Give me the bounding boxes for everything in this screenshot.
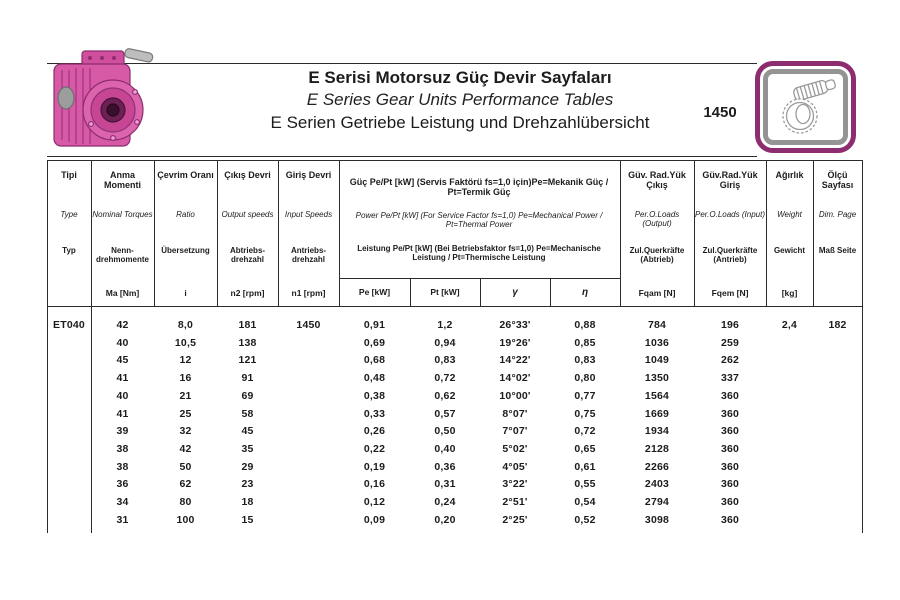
col-label-tr: Giriş Devri [285,170,332,180]
table-row [0,389,900,403]
table-cell: 0,83 [574,354,596,367]
table-cell: 0,20 [434,513,456,526]
col-label-de: Antriebs-drehzahl [290,246,327,264]
table-cell: 42 [116,319,129,331]
table-cell: 40 [116,336,129,349]
table-cell: 0,52 [574,513,596,526]
table-cell: 1049 [644,354,670,367]
subheader-pt: Pt [kW] [430,287,460,297]
header-col-torque [91,160,154,306]
col-label-en: Weight [777,210,802,219]
table-cell: 31 [116,513,129,526]
table-cell: 29 [241,460,254,473]
table-cell: 3°22' [502,478,528,491]
table-cell: 0,09 [363,513,386,526]
table-cell: 38 [116,460,129,473]
table-cell: 0,91 [363,319,386,331]
col-label-unit: Fqem [N] [711,288,749,298]
table-cell: 0,50 [434,425,456,438]
table-row [0,442,900,456]
table-row [0,460,900,474]
table-cell: 0,40 [434,442,456,455]
col-label-unit: i [184,288,187,298]
table-cell: 2°25' [502,513,528,526]
subheader-gamma: γ [512,286,518,298]
col-label-en: Per.O.Loads (Output) [634,210,680,228]
table-cell: 0,22 [363,442,386,455]
header-col-ratio [154,160,217,306]
page-title-turkish: E Serisi Motorsuz Güç Devir Sayfaları [308,68,612,87]
table-cell: 7°07' [502,425,528,438]
table-cell: 18 [241,496,254,508]
col-label-en: Input Speeds [284,210,333,219]
table-cell: 360 [720,478,740,491]
table-cell: 15 [241,513,254,526]
table-cell: 50 [179,460,192,473]
header-col-output-speed [217,160,278,306]
title-block [170,67,750,134]
header-col-radial-load-input [694,160,766,306]
table-cell: 0,88 [574,319,596,331]
table-cell: 138 [238,336,257,349]
table-cell: 2266 [644,460,670,473]
table-cell: 5°02' [502,442,528,455]
table-cell: 360 [720,496,740,508]
col-label-unit: Fqam [N] [638,288,676,298]
table-cell: 0,77 [574,389,596,402]
table-cell: 8°07' [502,407,528,420]
col-label-de: Gewicht [773,246,806,255]
table-cell: 0,54 [574,496,596,508]
col-label-unit: n2 [rpm] [230,288,265,298]
table-cell: 62 [179,478,192,491]
table-row [0,371,900,385]
header-col-radial-load-output [620,160,694,306]
table-cell: 58 [241,407,254,420]
table-cell: 196 [720,319,740,331]
table-cell: 26°33' [499,319,531,331]
col-label-tr: Anma Momenti [104,170,141,190]
table-cell: 121 [238,354,257,367]
table-cell: 1669 [644,407,670,420]
table-cell: 0,62 [434,389,456,402]
page-title-german: E Serien Getriebe Leistung und Drehzahlübersicht [270,113,650,132]
table-cell: 3098 [644,513,670,526]
table-cell: 1036 [644,336,670,349]
table-cell: 784 [647,319,667,331]
table-cell: 360 [720,513,740,526]
table-cell: 41 [116,407,129,420]
col-label-en: Type [60,210,78,219]
table-cell: 69 [241,389,254,402]
col-label-en: Dim. Page [818,210,857,219]
table-row [0,336,900,350]
table-cell: 2,4 [781,319,798,331]
table-cell: ET040 [53,319,85,331]
header-col-weight [766,160,813,306]
table-cell: 8,0 [177,319,194,331]
table-row [0,424,900,438]
header-col-dimension-page [813,160,862,306]
col-label-de: Zul.Querkräfte (Antrieb) [702,246,758,264]
col-label-tr: Güv. Rad.Yük Çıkış [628,170,686,190]
col-label-de: Nenn-drehmomente [96,246,149,264]
power-group-label-tr: Güç Pe/Pt [kW] (Servis Faktörü fs=1,0 için)Pe=Mekanik Güç / Pt=Termik Güç [349,176,609,197]
subheader-eta: η [581,286,589,298]
grid-line [862,160,863,306]
table-cell: 34 [116,496,129,508]
table-cell: 39 [116,425,129,438]
col-label-en: Output speeds [221,210,274,219]
table-cell: 0,75 [574,407,596,420]
table-cell: 36 [116,478,129,491]
table-cell: 14°22' [499,354,531,367]
table-cell: 0,68 [363,354,386,367]
table-cell: 0,72 [434,372,456,385]
col-label-de: Maß Seite [818,246,857,255]
table-row [0,407,900,421]
table-cell: 182 [828,319,847,331]
table-cell: 38 [116,442,129,455]
table-cell: 41 [116,372,129,385]
table-cell: 1450 [296,319,321,331]
table-cell: 0,31 [434,478,456,491]
table-cell: 45 [116,354,129,367]
table-cell: 25 [179,407,192,420]
table-cell: 100 [176,513,195,526]
table-cell: 4°05' [502,460,528,473]
table-cell: 2794 [644,496,670,508]
table-cell: 2°51' [502,496,528,508]
col-label-en: Per.O.Loads (Input) [695,210,765,219]
table-cell: 262 [720,354,740,367]
subheader-pe: Pe [kW] [358,287,391,297]
table-cell: 337 [720,372,740,385]
page-title-english: E Series Gear Units Performance Tables [306,90,614,109]
table-row [0,318,900,332]
col-label-tr: Ölçü Sayfası [821,170,854,190]
col-label-unit: Ma [Nm] [105,288,140,298]
col-label-tr: Tipi [61,170,77,180]
table-cell: 0,19 [363,460,386,473]
table-cell: 2128 [644,442,670,455]
col-label-tr: Çevrim Oranı [157,170,214,180]
table-cell: 0,12 [363,496,386,508]
col-label-unit: n1 [rpm] [291,288,326,298]
table-cell: 23 [241,478,254,491]
table-cell: 0,57 [434,407,456,420]
table-cell: 12 [179,354,192,367]
col-label-tr: Çıkış Devri [224,170,271,180]
table-cell: 0,48 [363,372,386,385]
table-cell: 0,24 [434,496,456,508]
table-cell: 0,65 [574,442,596,455]
table-row [0,353,900,367]
table-cell: 0,16 [363,478,386,491]
table-cell: 0,69 [363,336,386,349]
worm-gear-icon-box [755,61,856,153]
table-row [0,477,900,491]
table-cell: 0,72 [574,425,596,438]
table-cell: 14°02' [499,372,531,385]
table-cell: 2403 [644,478,670,491]
table-cell: 0,94 [434,336,456,349]
table-cell: 1934 [644,425,670,438]
table-cell: 1,2 [437,319,453,331]
table-cell: 360 [720,407,740,420]
table-cell: 0,26 [363,425,386,438]
table-cell: 0,38 [363,389,386,402]
table-cell: 0,36 [434,460,456,473]
col-label-de: Übersetzung [161,246,210,255]
table-row [0,513,900,527]
table-cell: 10°00' [499,389,531,402]
table-cell: 259 [720,336,740,349]
table-cell: 360 [720,442,740,455]
table-cell: 0,83 [434,354,456,367]
col-label-de: Abtriebs-drehzahl [229,246,266,264]
table-cell: 91 [241,372,254,385]
header-col-input-speed [278,160,339,306]
table-cell: 42 [179,442,192,455]
table-cell: 360 [720,460,740,473]
power-group-label-de: Leistung Pe/Pt [kW] (Bei Betriebsfaktor fs=1,0) Pe=Mechanische Leistung / Pt=Thermische Leistung [357,243,601,262]
table-cell: 0,85 [574,336,596,349]
table-cell: 0,61 [574,460,596,473]
table-cell: 10,5 [174,336,197,349]
table-cell: 19°26' [499,336,531,349]
table-cell: 80 [179,496,192,508]
col-label-de: Typ [62,246,76,255]
table-row [0,495,900,509]
col-label-tr: Güv.Rad.Yük Giriş [702,170,758,190]
worm-gear-icon [774,77,838,137]
table-cell: 360 [720,425,740,438]
col-label-tr: Ağırlık [775,170,804,180]
table-cell: 45 [241,425,254,438]
header-col-type [47,160,91,306]
table-cell: 1564 [644,389,670,402]
table-cell: 1350 [644,372,670,385]
table-cell: 0,55 [574,478,596,491]
table-cell: 32 [179,425,192,438]
col-label-unit: [kg] [781,288,798,298]
table-cell: 0,80 [574,372,596,385]
table-cell: 16 [179,372,192,385]
input-speed-value: 1450 [703,104,737,121]
table-cell: 360 [720,389,740,402]
table-cell: 21 [179,389,192,402]
col-label-de: Zul.Querkräfte (Abtrieb) [629,246,685,264]
col-label-en: Nominal Torques [92,210,153,219]
gearbox-photo [46,44,164,162]
table-cell: 40 [116,389,129,402]
table-cell: 0,33 [363,407,386,420]
table-cell: 181 [238,319,257,331]
worm-gear-icon-frame [763,69,848,145]
table-cell: 35 [241,442,254,455]
col-label-en: Ratio [176,210,195,219]
power-group-label-en: Power Pe/Pt [kW] (For Service Factor fs=1,0) Pe=Mechanical Power / Pt=Thermal Power [355,211,603,229]
table-header-bottom-line [47,306,862,307]
header-power-group [339,160,619,278]
